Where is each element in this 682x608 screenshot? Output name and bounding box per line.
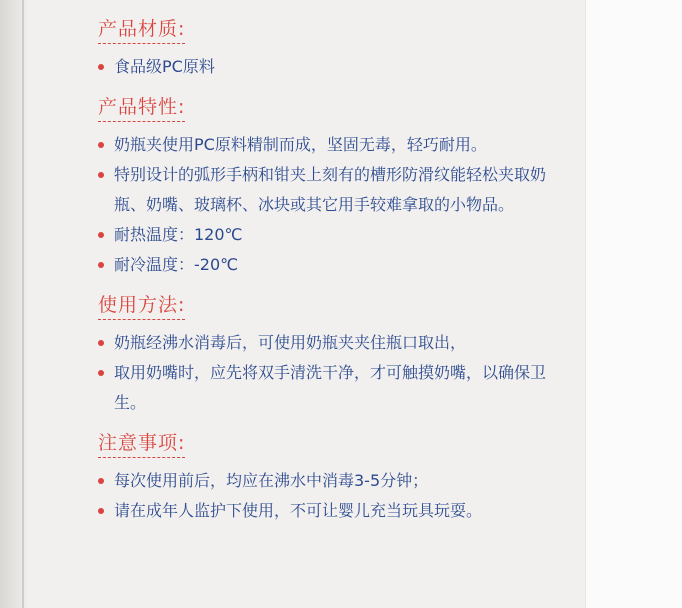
usage-list [96, 328, 576, 418]
bullet-icon [98, 142, 104, 148]
bullet-icon [98, 232, 104, 238]
notes-list [96, 466, 576, 526]
bullet-icon [98, 478, 104, 484]
section-heading-features: 产品特性: [98, 92, 185, 122]
list-item [96, 130, 576, 160]
list-item [96, 358, 576, 418]
list-item [96, 466, 576, 496]
features-list [96, 130, 576, 280]
bullet-icon [98, 340, 104, 346]
list-item-text: 奶瓶经沸水消毒后，可使用奶瓶夹夹住瓶口取出， [114, 333, 467, 352]
bullet-icon [98, 508, 104, 514]
section-features [96, 92, 576, 280]
list-item-text: 食品级PC原料 [114, 57, 215, 76]
list-item-text: 特别设计的弧形手柄和钳夹上刻有的槽形防滑纹能轻松夹取奶瓶、奶嘴、玻璃杯、冰块或其它用手较难拿取的小物品。 [114, 165, 547, 214]
section-notes [96, 428, 576, 526]
section-material [96, 14, 576, 82]
page-right-margin [585, 0, 682, 608]
material-list [96, 52, 576, 82]
bullet-icon [98, 64, 104, 70]
list-item-text: 取用奶嘴时，应先将双手清洗干净，才可触摸奶嘴，以确保卫生。 [114, 363, 547, 412]
list-item [96, 52, 576, 82]
page-left-border [22, 0, 24, 608]
list-item-text: 请在成年人监护下使用，不可让婴儿充当玩具玩耍。 [114, 501, 483, 520]
list-item [96, 220, 576, 250]
product-info-panel [96, 14, 576, 536]
list-item [96, 160, 576, 220]
list-item [96, 496, 576, 526]
bullet-icon [98, 172, 104, 178]
list-item-text: 耐冷温度：-20℃ [114, 255, 239, 274]
section-usage [96, 290, 576, 418]
bullet-icon [98, 370, 104, 376]
list-item [96, 328, 576, 358]
page-left-shadow [0, 0, 30, 608]
section-heading-material: 产品材质: [98, 14, 185, 44]
list-item-text: 每次使用前后，均应在沸水中消毒3-5分钟； [114, 471, 429, 490]
section-heading-notes: 注意事项: [98, 428, 185, 458]
list-item-text: 奶瓶夹使用PC原料精制而成，坚固无毒，轻巧耐用。 [114, 135, 487, 154]
bullet-icon [98, 262, 104, 268]
list-item [96, 250, 576, 280]
section-heading-usage: 使用方法: [98, 290, 185, 320]
list-item-text: 耐热温度：120℃ [114, 225, 243, 244]
